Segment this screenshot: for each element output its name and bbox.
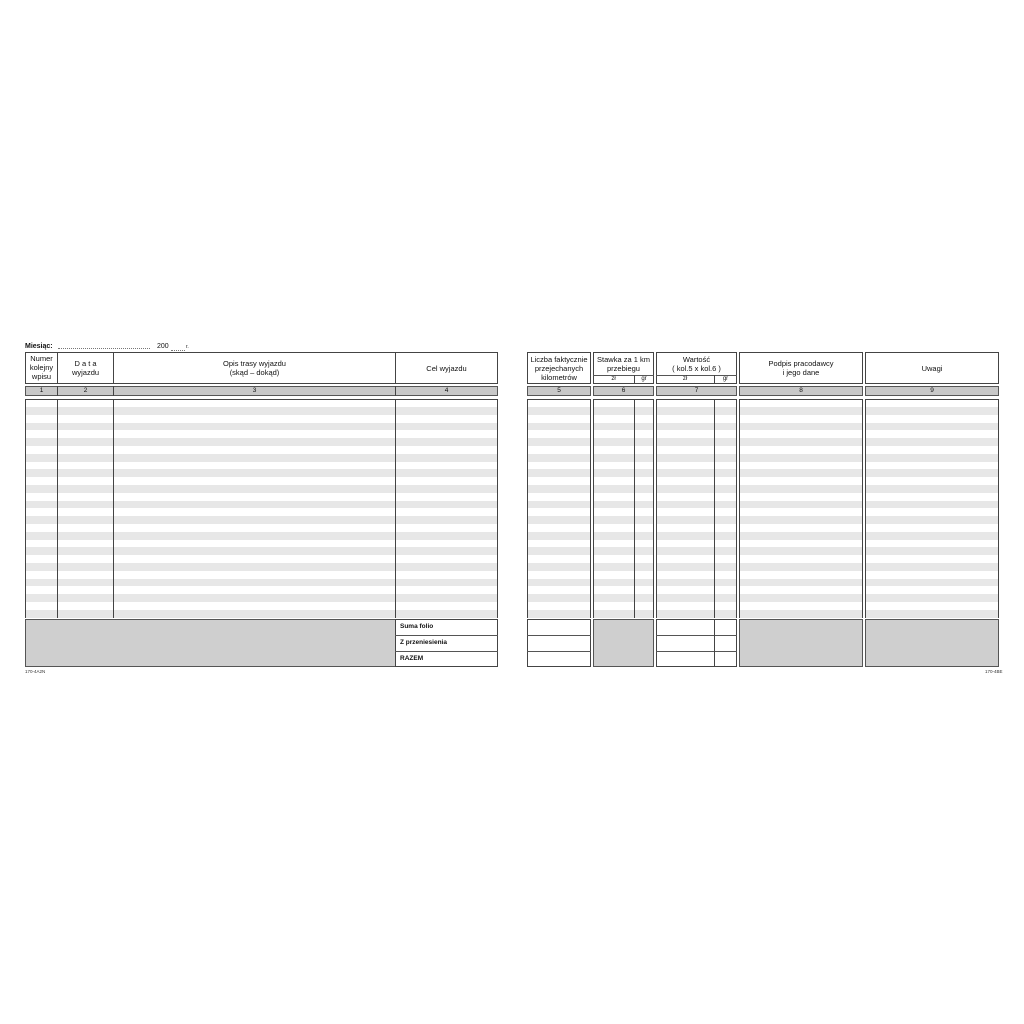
col3-label: Opis trasy wyjazdu (skąd – dokąd)	[223, 359, 286, 377]
row-stripe	[528, 610, 590, 618]
col1-label: Numer kolejny wpisu	[29, 354, 54, 381]
col1-number: 1	[39, 387, 44, 394]
row-stripe	[528, 438, 590, 446]
row-stripe	[528, 594, 590, 602]
summary-divider	[395, 635, 498, 636]
row-stripe	[594, 532, 653, 540]
row-stripe	[657, 438, 736, 446]
row-stripe	[740, 610, 862, 618]
bar-divider	[395, 386, 396, 396]
row-stripe	[26, 547, 497, 555]
row-stripe	[866, 532, 998, 540]
row-stripe	[594, 438, 653, 446]
bar-divider	[57, 386, 58, 396]
row-stripe	[657, 423, 736, 431]
col3-number: 3	[252, 387, 257, 394]
year-prefix: 200	[157, 343, 169, 350]
row-stripe	[866, 501, 998, 509]
zl-gr-divider	[714, 399, 715, 618]
row-stripe	[866, 594, 998, 602]
row-stripe	[26, 610, 497, 618]
summary-divider	[527, 651, 591, 652]
month-label: Miesiąc:	[25, 343, 53, 350]
row-stripe	[866, 407, 998, 415]
row-stripe	[528, 563, 590, 571]
col6-sub-zl: zł	[611, 376, 616, 382]
bar-divider	[113, 386, 114, 396]
row-stripe	[657, 485, 736, 493]
summary-col7[interactable]	[656, 619, 737, 667]
col7-sub-zl: zł	[682, 376, 688, 382]
row-stripe	[657, 579, 736, 587]
row-stripe	[26, 423, 497, 431]
row-stripe	[594, 563, 653, 571]
row-stripe	[866, 610, 998, 618]
row-stripe	[657, 501, 736, 509]
row-stripe	[528, 407, 590, 415]
col4-number: 4	[444, 387, 449, 394]
row-stripe	[657, 532, 736, 540]
row-stripe	[528, 469, 590, 477]
row-stripe	[26, 407, 497, 415]
row-stripe	[26, 532, 497, 540]
row-stripe	[594, 579, 653, 587]
row-stripe	[594, 516, 653, 524]
row-stripe	[528, 501, 590, 509]
row-stripe	[528, 547, 590, 555]
row-stripe	[740, 438, 862, 446]
row-stripe	[528, 579, 590, 587]
row-stripe	[740, 594, 862, 602]
col7-sub-gr: gr	[722, 376, 729, 382]
summary-col5[interactable]	[527, 619, 591, 667]
col7-number: 7	[694, 387, 699, 394]
row-stripe	[866, 579, 998, 587]
col6-sub-gr: gr	[641, 376, 647, 382]
row-stripe	[740, 501, 862, 509]
row-stripe	[26, 594, 497, 602]
row-stripe	[657, 547, 736, 555]
form-code-left: 170-4A2N	[25, 669, 46, 674]
col2-number: 2	[83, 387, 88, 394]
row-stripe	[26, 485, 497, 493]
form-code-right: 170-4BE	[985, 669, 1003, 674]
summary-divider	[395, 651, 498, 652]
col9-label: Uwagi	[921, 364, 943, 373]
col7-label: Wartość ( kol.5 x kol.6 )	[672, 355, 721, 373]
row-stripe	[740, 469, 862, 477]
row-stripe	[26, 501, 497, 509]
summary-row-z-przeniesienia: Z przeniesienia	[400, 639, 447, 646]
row-stripe	[594, 485, 653, 493]
col4-label: Cel wyjazdu	[426, 364, 467, 373]
summary-gray-col8	[739, 619, 863, 667]
summary-gray-col6	[593, 619, 654, 667]
summary-divider	[527, 635, 591, 636]
summary-gray-area-left	[25, 619, 396, 667]
col5-label: Liczba faktycznie przejechanych kilometrów	[530, 355, 588, 382]
summary-row-suma-folio: Suma folio	[400, 623, 434, 630]
col8-label: Podpis pracodawcy i jego dane	[768, 359, 834, 377]
row-stripe	[26, 454, 497, 462]
row-stripe	[866, 423, 998, 431]
row-stripe	[594, 407, 653, 415]
col6-label: Stawka za 1 km przebiegu	[597, 355, 650, 373]
row-stripe	[740, 485, 862, 493]
year-suffix: r.	[186, 344, 189, 350]
row-stripe	[528, 454, 590, 462]
row-stripe	[740, 454, 862, 462]
column-divider	[57, 399, 58, 618]
zl-gr-divider	[634, 399, 635, 618]
row-stripe	[740, 563, 862, 571]
row-stripe	[657, 610, 736, 618]
summary-divider	[656, 635, 737, 636]
row-stripe	[594, 594, 653, 602]
row-stripe	[740, 547, 862, 555]
row-stripe	[26, 516, 497, 524]
summary-divider	[656, 651, 737, 652]
row-stripe	[866, 454, 998, 462]
row-stripe	[657, 407, 736, 415]
column-divider	[113, 399, 114, 618]
row-stripe	[657, 594, 736, 602]
col8-number: 8	[799, 387, 803, 394]
month-field[interactable]	[58, 348, 150, 349]
row-stripe	[594, 454, 653, 462]
col9-number: 9	[930, 387, 934, 394]
row-stripe	[528, 516, 590, 524]
row-stripe	[657, 516, 736, 524]
row-stripe	[26, 469, 497, 477]
row-stripe	[528, 532, 590, 540]
column-divider	[395, 399, 396, 618]
row-stripe	[528, 485, 590, 493]
row-stripe	[740, 423, 862, 431]
col2-label: D a t a wyjazdu	[71, 359, 100, 377]
row-stripe	[657, 563, 736, 571]
row-stripe	[740, 579, 862, 587]
row-stripe	[657, 469, 736, 477]
row-stripe	[594, 610, 653, 618]
row-stripe	[866, 469, 998, 477]
row-stripe	[594, 469, 653, 477]
row-stripe	[657, 454, 736, 462]
row-stripe	[866, 485, 998, 493]
col5-number: 5	[557, 387, 561, 394]
row-stripe	[594, 423, 653, 431]
row-stripe	[740, 516, 862, 524]
row-stripe	[528, 423, 590, 431]
row-stripe	[26, 563, 497, 571]
row-stripe	[866, 516, 998, 524]
summary-row-razem: RAZEM	[400, 655, 424, 662]
row-stripe	[26, 579, 497, 587]
row-stripe	[866, 547, 998, 555]
row-stripe	[594, 501, 653, 509]
row-stripe	[866, 438, 998, 446]
col6-number: 6	[621, 387, 626, 394]
row-stripe	[594, 547, 653, 555]
zl-gr-divider	[714, 619, 715, 667]
summary-gray-col9	[865, 619, 999, 667]
row-stripe	[866, 563, 998, 571]
row-stripe	[740, 532, 862, 540]
row-stripe	[740, 407, 862, 415]
year-field[interactable]	[171, 350, 185, 351]
row-stripe	[26, 438, 497, 446]
